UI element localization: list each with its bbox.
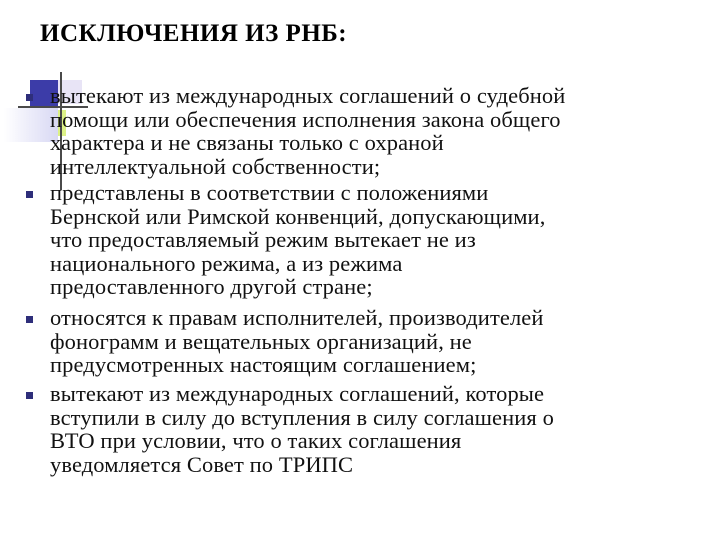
bullet-text: вытекают из международных соглашений, которые вступили в силу до вступления в силу соглашения о ВТО при условии, что о таких соглашения уведомляется Совет по ТРИПС	[50, 381, 554, 477]
square-bullet-icon	[26, 94, 33, 101]
square-bullet-icon	[26, 316, 33, 323]
square-bullet-icon	[26, 191, 33, 198]
square-bullet-icon	[26, 392, 33, 399]
bullet-text: относятся к правам исполнителей, производителей фонограмм и вещательных организаций, не предусмотренных настоящим соглашением;	[50, 305, 544, 377]
slide-title: ИСКЛЮЧЕНИЯ ИЗ РНБ:	[40, 20, 348, 47]
bullet-text: представлены в соответствии с положениями Бернской или Римской конвенций, допускающими, что предоставляемый режим вытекает не из национального режима, а из режима предоставленного другой стране;	[50, 180, 546, 299]
bullet-text: вытекают из международных соглашений о судебной помощи или обеспечения исполнения закона общего характера и не связаны только с охраной интеллектуальной собственности;	[50, 83, 566, 179]
